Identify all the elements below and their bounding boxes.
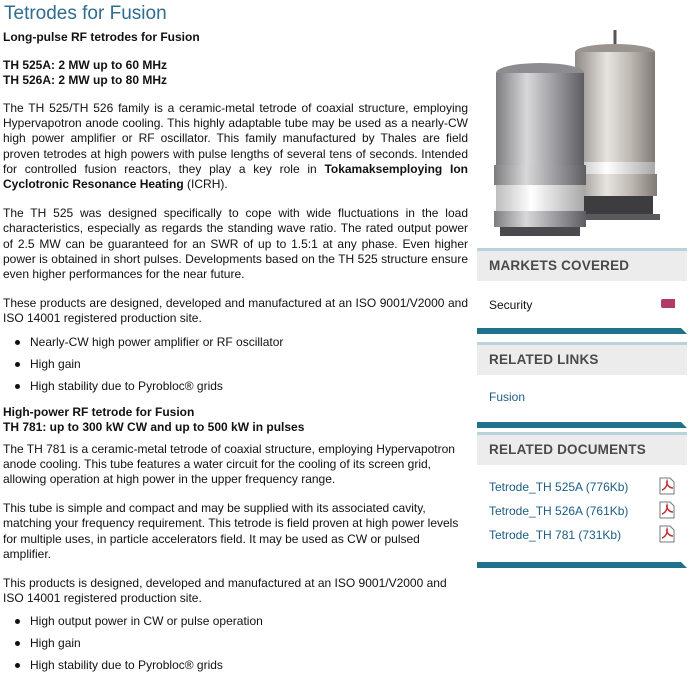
- list-item: High stability due to Pyrobloc® grids: [3, 658, 468, 680]
- document-link-th525a[interactable]: Tetrode_TH 525A (776Kb): [489, 480, 629, 494]
- intro-bullet-list: [3, 335, 468, 401]
- intro-subtitle: Long-pulse RF tetrodes for Fusion: [3, 30, 200, 44]
- section2-paragraph-2: This tube is simple and compact and may be supplied with its associated cavity, matching your frequency requirement. This tetrode is field proven at high power levels for multiple uses, in particle accelerators field. It may be used as CW or pulsed amplifier.: [3, 501, 459, 561]
- related-documents-panel: [477, 432, 687, 568]
- pdf-icon[interactable]: [659, 525, 675, 543]
- tetrode-product-image: [480, 28, 685, 238]
- markets-covered-heading: MARKETS COVERED: [477, 248, 687, 281]
- spec-th781: TH 781: up to 300 kW CW and up to 500 kW in pulses: [3, 419, 305, 434]
- market-item-label: Security: [489, 298, 533, 312]
- intro-paragraph-2: The TH 525 was designed specifically to cope with wide fluctuations in the load characteristics, especially as regards the standing wave ratio. The rated output power of 2.5 MW can be guaranteed for an SWR of up to 1.5:1 at any phase. Even higher power is obtained in short pulses. Developments based on the TH 525 structure ensure even higher performances for the near future.: [3, 206, 468, 282]
- page-title: Tetrodes for Fusion: [4, 3, 167, 24]
- p1-end: (ICRH).: [183, 177, 228, 192]
- list-item: High output power in CW or pulse operation: [3, 614, 468, 636]
- document-link-th526a[interactable]: Tetrode_TH 526A (761Kb): [489, 504, 629, 518]
- list-item: Nearly-CW high power amplifier or RF oscillator: [3, 335, 468, 357]
- document-row: [489, 475, 675, 499]
- list-item: High stability due to Pyrobloc® grids: [3, 379, 468, 401]
- list-item: High gain: [3, 357, 468, 379]
- p1-bold: Tokamaksemploying Ion Cyclotronic Resonance Heating: [3, 161, 468, 192]
- section2-subtitle: High-power RF tetrode for Fusion: [3, 404, 195, 419]
- tag-icon: [661, 299, 675, 308]
- section2-bullet-list: [3, 614, 468, 680]
- spec-th525a: TH 525A: 2 MW up to 60 MHz: [3, 58, 168, 72]
- spec-th526a: TH 526A: 2 MW up to 80 MHz: [3, 73, 168, 87]
- link-fusion[interactable]: Fusion: [489, 390, 526, 404]
- panel-footer-bar: [477, 328, 681, 334]
- related-links-heading: RELATED LINKS: [477, 342, 687, 375]
- pdf-icon[interactable]: [659, 501, 675, 519]
- pdf-icon[interactable]: [659, 477, 675, 495]
- panel-footer-bar: [477, 422, 681, 428]
- related-links-panel: [477, 342, 687, 428]
- list-item: High gain: [3, 636, 468, 658]
- document-row: [489, 523, 675, 547]
- p1-text: The TH 525/TH 526 family is a ceramic-metal tetrode of coaxial structure, employing Hypervapotron anode cooling. This highly adaptable tube may be used as a nearly-CW high power amplifier or RF oscillator. This family manufactured by Thales are field proven tetrodes at high powers with pulse lengths of several tens of seconds. Intended for controlled fusion reactors, they play a key role in: [3, 101, 468, 176]
- market-item-security[interactable]: [489, 293, 675, 317]
- panel-footer-bar: [477, 562, 681, 568]
- section2-paragraph-3: This products is designed, developed and manufactured at an ISO 9001/V2000 and ISO 14001 registered production site.: [3, 576, 447, 606]
- document-link-th781[interactable]: Tetrode_TH 781 (731Kb): [489, 528, 622, 542]
- section2-paragraph-1: The TH 781 is a ceramic-metal tetrode of coaxial structure, employing Hypervapotron anode cooling. This tube features a water circuit for the cooling of its screen grid, allowing operation at high power in the upper frequency range.: [3, 441, 455, 487]
- main-content: [3, 0, 468, 680]
- related-documents-heading: RELATED DOCUMENTS: [477, 432, 687, 465]
- document-row: [489, 499, 675, 523]
- intro-paragraph-1: [3, 101, 468, 192]
- markets-covered-panel: [477, 248, 687, 334]
- intro-paragraph-3: These products are designed, developed and manufactured at an ISO 9001/V2000 and ISO 14001 registered production site.: [3, 296, 468, 326]
